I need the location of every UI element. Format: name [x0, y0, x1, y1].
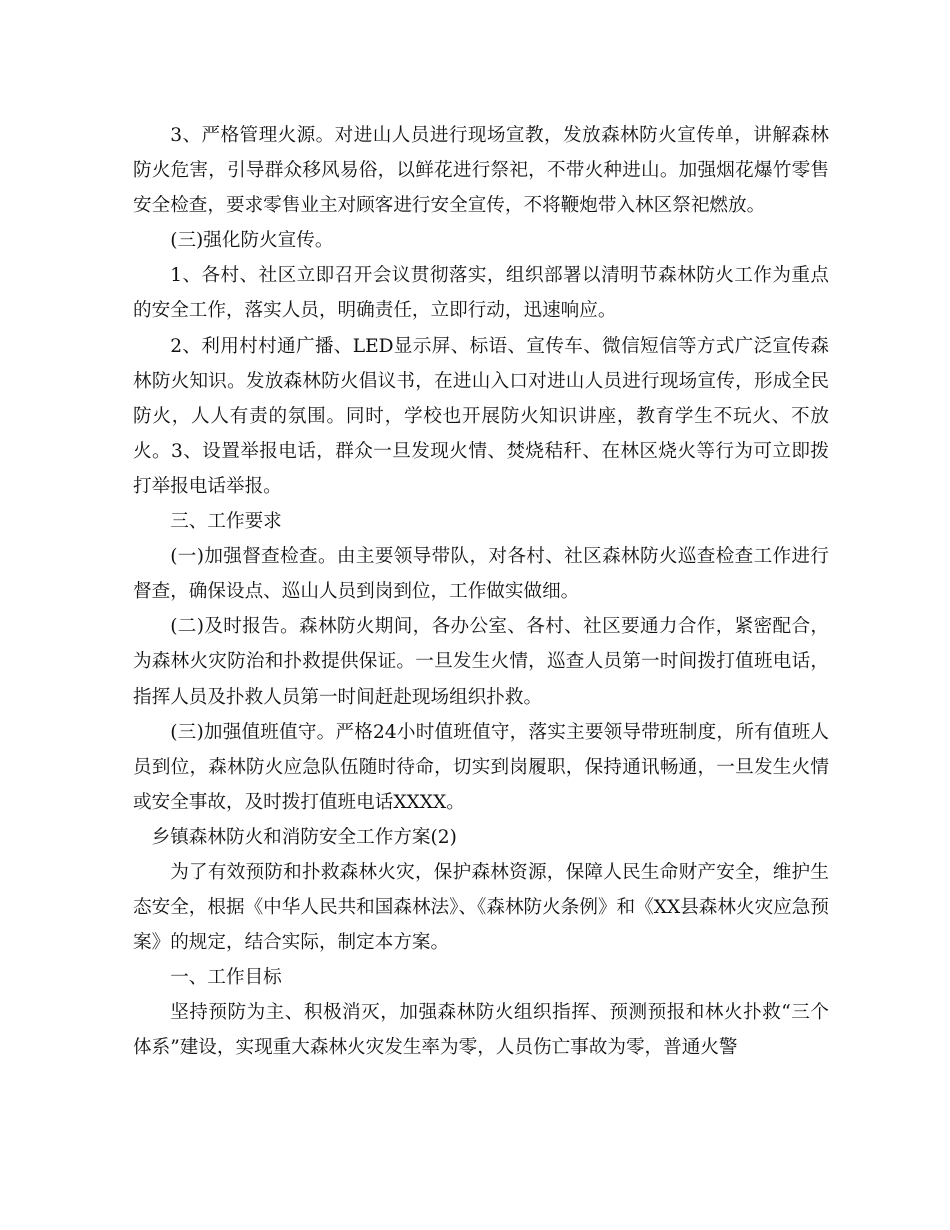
- document-section-title: 乡镇森林防火和消防安全工作方案(2): [151, 826, 457, 848]
- paragraph-village-meetings: 1、各村、社区立即召开会议贯彻落实，组织部署以清明节森林防火工作为重点的安全工作，落实人员，明确责任，立即行动，迅速响应。: [133, 265, 829, 322]
- heading-strengthen-publicity: (三)强化防火宣传。: [170, 230, 334, 252]
- paragraph-duty-watch: (三)加强值班值守。严格24小时值班值守，落实主要领导带班制度，所有值班人员到位，森林防火应急队伍随时待命，切实到岗履职，保持通讯畅通，一旦发生火情或安全事故，及时拨打值班电话XXXX。: [133, 721, 829, 813]
- paragraph-broadcast-publicity: 2、利用村村通广播、LED显示屏、标语、宣传车、微信短信等方式广泛宣传森林防火知识。发放森林防火倡议书，在进山入口对进山人员进行现场宣传，形成全民防火，人人有责的氛围。同时，学校也开展防火知识讲座，教育学生不玩火、不放火。3、设置举报电话，群众一旦发现火情、焚烧秸秆、在林区烧火等行为可立即拨打举报电话举报。: [133, 335, 829, 497]
- paragraph-fire-source-management: 3、严格管理火源。对进山人员进行现场宣教，发放森林防火宣传单，讲解森林防火危害，引导群众移风易俗，以鲜花进行祭祀，不带火种进山。加强烟花爆竹零售安全检查，要求零售业主对顾客进行安全宣传，不将鞭炮带入林区祭祀燃放。: [133, 125, 829, 217]
- paragraph-supervision: (一)加强督查检查。由主要领导带队，对各村、社区森林防火巡查检查工作进行督查，确保设点、巡山人员到岗到位，工作做实做细。: [133, 546, 829, 603]
- paragraph-purpose: 为了有效预防和扑救森林火灾，保护森林资源，保障人民生命财产安全，维护生态安全，根据《中华人民共和国森林法》、《森林防火条例》和《XX县森林火灾应急预案》的规定，结合实际，制定本方案。: [133, 861, 829, 954]
- paragraph-prevention-principle: 坚持预防为主、积极消灭，加强森林防火组织指挥、预测预报和林火扑救“三个体系”建设，实现重大森林火灾发生率为零，人员伤亡事故为零，普通火警: [133, 1002, 829, 1059]
- heading-work-requirements: 三、工作要求: [170, 511, 282, 533]
- document-body: [133, 118, 829, 1066]
- heading-work-goals: 一、工作目标: [170, 967, 282, 989]
- paragraph-timely-report: (二)及时报告。森林防火期间，各办公室、各村、社区要通力合作，紧密配合，为森林火灾防治和扑救提供保证。一旦发生火情，巡查人员第一时间拨打值班电话，指挥人员及扑救人员第一时间赶赴现场组织扑救。: [133, 616, 829, 708]
